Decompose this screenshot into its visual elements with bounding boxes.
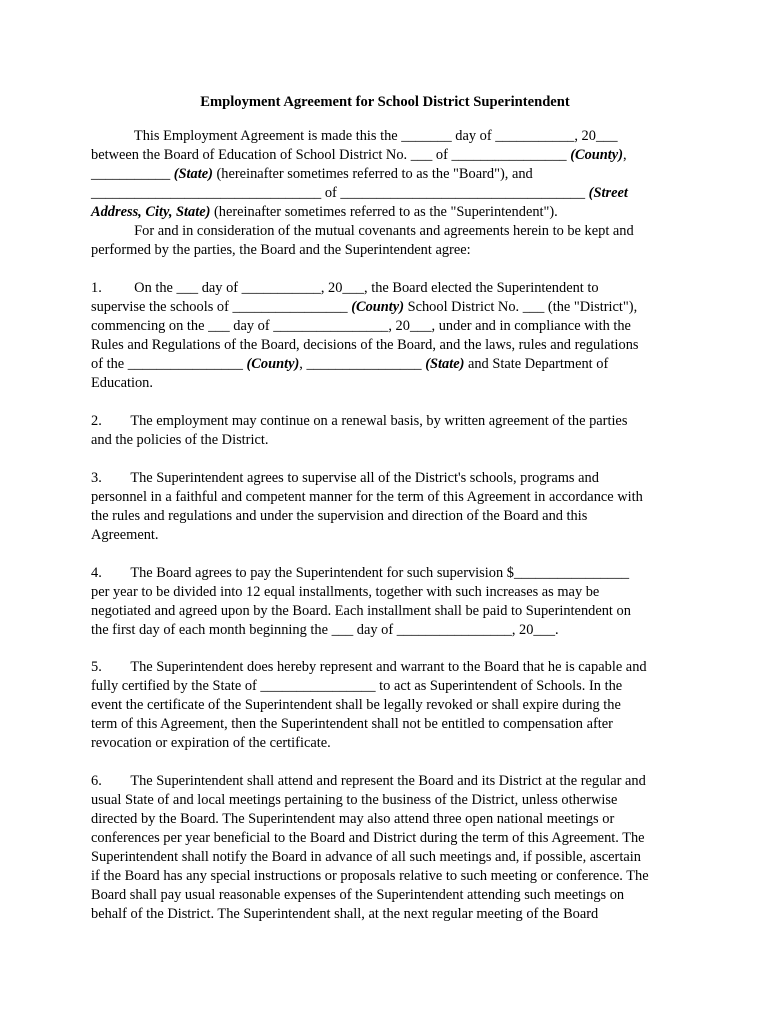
body-line (91, 146, 627, 165)
body-line (91, 127, 618, 146)
text-run: ________________________________ of __________________________________ (91, 185, 589, 201)
text-run: revocation or expiration of the certificate. (91, 735, 331, 751)
body-line (91, 886, 624, 905)
text-run: Rules and Regulations of the Board, decisions of the Board, and the laws, rules and regulations (91, 337, 639, 353)
text-run: fully certified by the State of ________________ to act as Superintendent of Schools. In the (91, 678, 623, 694)
text-run: and State Department of (464, 356, 609, 372)
body-line (91, 772, 646, 791)
document-title: Employment Agreement for School District Superintendent (200, 94, 570, 110)
placeholder-label: (County) (570, 147, 623, 163)
text-run: conferences per year beneficial to the Board and District during the term of this Agreement. The (91, 830, 645, 846)
text-run: commencing on the ___ day of ________________, 20___, under and in compliance with the (91, 318, 631, 334)
text-run: between the Board of Education of School District No. ___ of ________________ (91, 147, 571, 163)
text-run: of the ________________ (91, 356, 247, 372)
placeholder-label: Address, City, State) (91, 204, 211, 220)
text-run: (hereinafter sometimes referred to as the "Board"), and (212, 166, 533, 182)
text-run: Agreement. (91, 527, 159, 543)
text-run: personnel in a faithful and competent manner for the term of this Agreement in accordance with (91, 489, 643, 505)
body-line (91, 564, 629, 583)
text-run: performed by the parties, the Board and the Superintendent agree: (91, 242, 471, 258)
body-line (91, 658, 647, 677)
body-line (91, 298, 637, 317)
body-line (91, 602, 631, 621)
body-line (91, 241, 471, 260)
body-line (91, 184, 628, 203)
placeholder-label: (State) (173, 166, 213, 182)
body-line (91, 848, 641, 867)
body-line (91, 810, 614, 829)
text-run: , ________________ (299, 356, 426, 372)
body-line (91, 165, 533, 184)
text-run: Superintendent shall notify the Board in advance of all such meetings and, if possible, ascertain (91, 849, 641, 865)
body-line (91, 431, 268, 450)
placeholder-label: (Street (588, 185, 628, 201)
body-line (91, 734, 331, 753)
text-run: 3. The Superintendent agrees to supervise all of the District's schools, programs and (91, 470, 599, 486)
body-line (91, 715, 613, 734)
placeholder-label: (County) (351, 299, 404, 315)
body-line (91, 829, 645, 848)
text-run: the first day of each month beginning the ___ day of ________________, 20___. (91, 622, 559, 638)
text-run: Education. (91, 375, 153, 391)
text-run: directed by the Board. The Superintendent may also attend three open national meetings or (91, 811, 615, 827)
body-line (91, 621, 559, 640)
text-run: if the Board has any special instructions or proposals relative to such meeting or conference. The (91, 868, 649, 884)
text-run: 5. The Superintendent does hereby represent and warrant to the Board that he is capable and (91, 659, 647, 675)
body-line (91, 905, 598, 924)
body-line (91, 222, 634, 241)
body-line (91, 488, 643, 507)
text-run: For and in consideration of the mutual covenants and agreements herein to be kept and (91, 223, 634, 239)
text-run: event the certificate of the Superintendent shall be legally revoked or shall expire during the (91, 697, 621, 713)
text-run: and the policies of the District. (91, 432, 269, 448)
body-line (91, 374, 153, 393)
text-run: ___________ (91, 166, 174, 182)
text-run: per year to be divided into 12 equal installments, together with such increases as may be (91, 584, 600, 600)
body-line (91, 696, 621, 715)
body-line (91, 583, 599, 602)
body-line (91, 355, 608, 374)
body-line (91, 317, 631, 336)
text-run: supervise the schools of ________________ (91, 299, 352, 315)
text-run: 1. On the ___ day of ___________, 20___, the Board elected the Superintendent to (91, 280, 599, 296)
text-run: 4. The Board agrees to pay the Superintendent for such supervision $________________ (91, 565, 630, 581)
text-run: This Employment Agreement is made this the _______ day of ___________, 20___ (91, 128, 618, 144)
text-run: the rules and regulations and under the supervision and direction of the Board and this (91, 508, 588, 524)
body-line (91, 677, 622, 696)
body-line (91, 203, 558, 222)
text-run: usual State of and local meetings pertaining to the business of the District, unless otherwise (91, 792, 618, 808)
body-line (91, 412, 627, 431)
text-run: 2. The employment may continue on a renewal basis, by written agreement of the parties (91, 413, 628, 429)
placeholder-label: (County) (246, 356, 300, 372)
text-run: School District No. ___ (the "District"), (404, 299, 638, 315)
text-run: negotiated and agreed upon by the Board. Each installment shall be paid to Superintendent on (91, 603, 631, 619)
body-line (91, 507, 587, 526)
text-run: behalf of the District. The Superintendent shall, at the next regular meeting of the Board (91, 906, 599, 922)
body-line (91, 469, 599, 488)
body-line (91, 791, 617, 810)
placeholder-label: (State) (425, 356, 465, 372)
body-line (91, 279, 599, 298)
body-line (91, 867, 649, 886)
body-line (91, 526, 159, 545)
text-run: , (623, 147, 627, 163)
text-run: term of this Agreement, then the Superintendent shall not be entitled to compensation after (91, 716, 613, 732)
text-run: (hereinafter sometimes referred to as the "Superintendent"). (210, 204, 558, 220)
body-line (91, 336, 639, 355)
text-run: 6. The Superintendent shall attend and represent the Board and its District at the regular and (91, 773, 646, 789)
text-run: Board shall pay usual reasonable expenses of the Superintendent attending such meetings on (91, 887, 625, 903)
